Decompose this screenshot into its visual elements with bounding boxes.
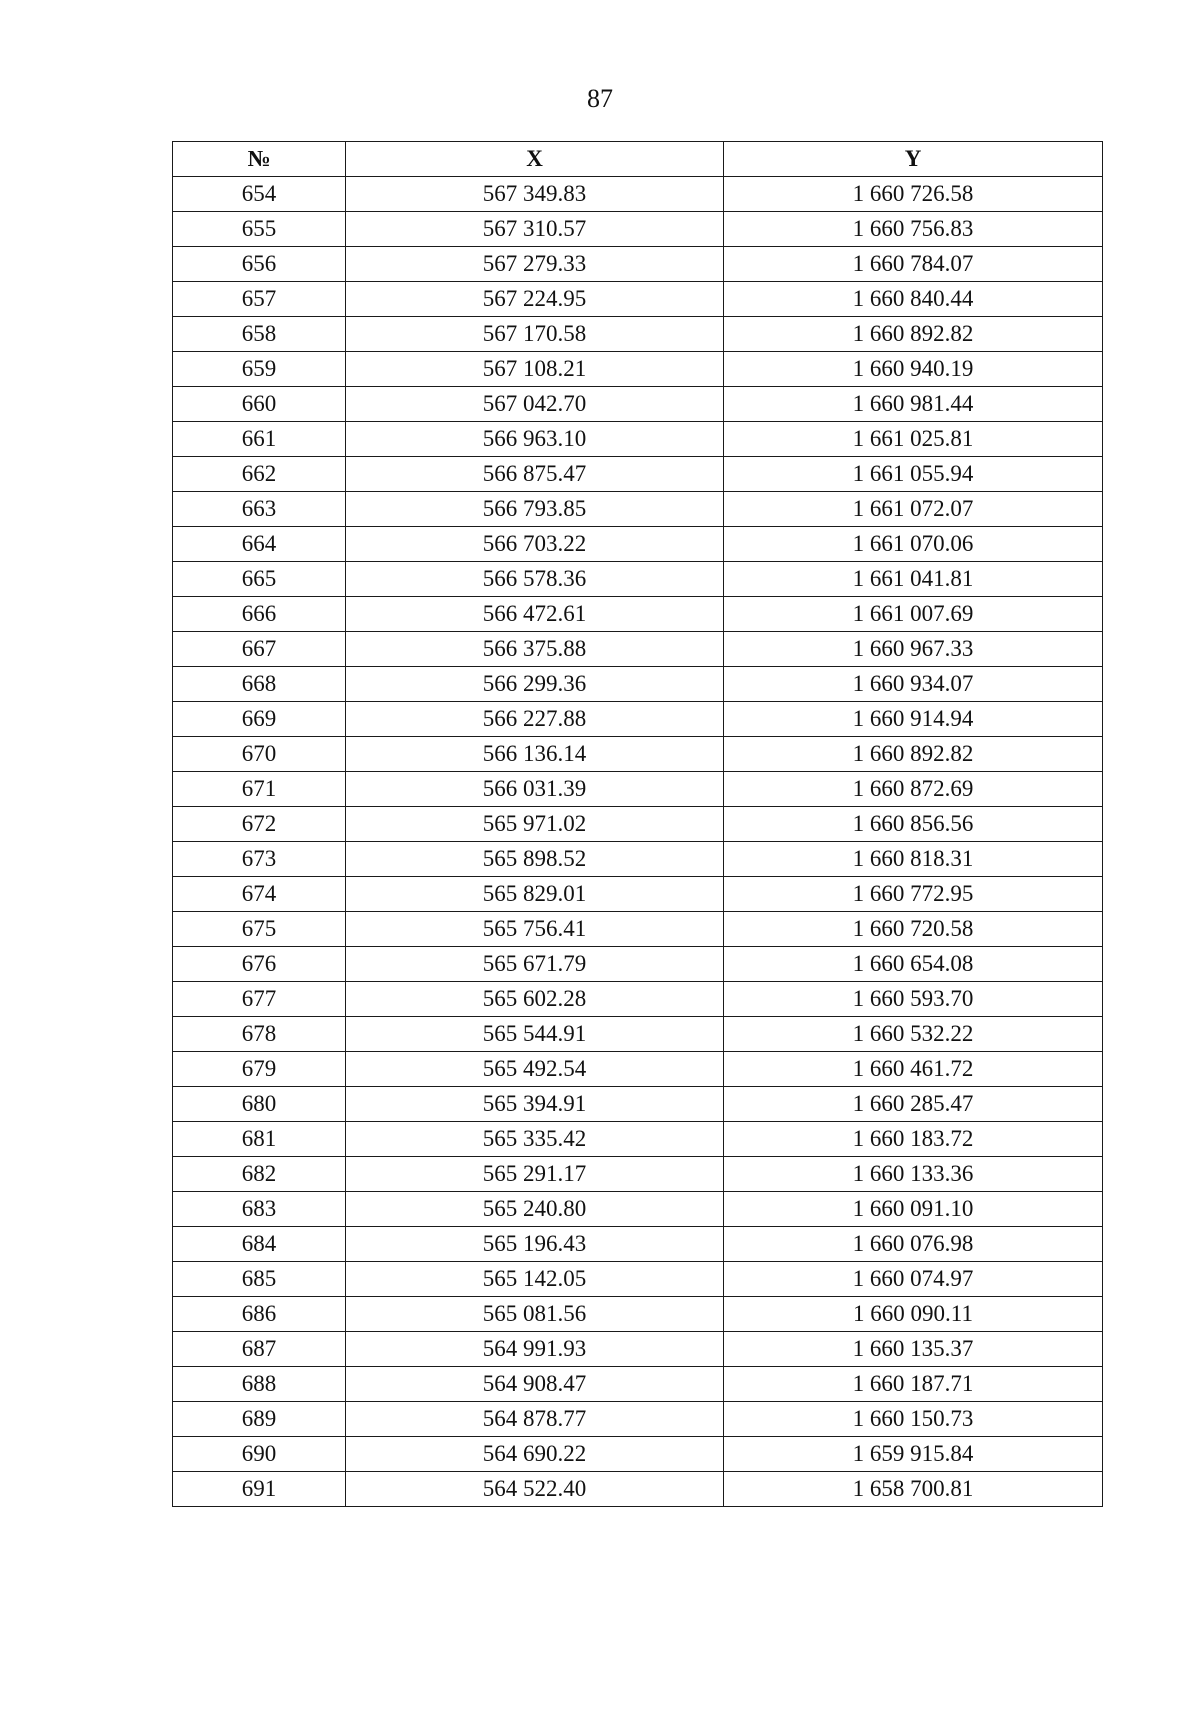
cell-number: 690	[173, 1437, 346, 1472]
cell-x: 565 898.52	[346, 842, 724, 877]
cell-x: 566 875.47	[346, 457, 724, 492]
cell-y: 1 660 532.22	[724, 1017, 1103, 1052]
table-row	[173, 1332, 1103, 1367]
cell-number: 673	[173, 842, 346, 877]
table-row	[173, 1227, 1103, 1262]
cell-number: 669	[173, 702, 346, 737]
cell-number: 660	[173, 387, 346, 422]
cell-y: 1 660 772.95	[724, 877, 1103, 912]
cell-x: 567 170.58	[346, 317, 724, 352]
cell-number: 686	[173, 1297, 346, 1332]
cell-y: 1 661 025.81	[724, 422, 1103, 457]
table-row	[173, 807, 1103, 842]
cell-x: 565 544.91	[346, 1017, 724, 1052]
cell-number: 688	[173, 1367, 346, 1402]
cell-y: 1 658 700.81	[724, 1472, 1103, 1507]
cell-y: 1 660 784.07	[724, 247, 1103, 282]
cell-number: 656	[173, 247, 346, 282]
cell-y: 1 660 840.44	[724, 282, 1103, 317]
table-row	[173, 1157, 1103, 1192]
cell-x: 565 142.05	[346, 1262, 724, 1297]
table-row	[173, 352, 1103, 387]
cell-x: 567 042.70	[346, 387, 724, 422]
table-header-row	[173, 142, 1103, 177]
cell-x: 566 299.36	[346, 667, 724, 702]
cell-x: 566 031.39	[346, 772, 724, 807]
cell-y: 1 660 892.82	[724, 317, 1103, 352]
table-row	[173, 492, 1103, 527]
table-row	[173, 947, 1103, 982]
cell-number: 666	[173, 597, 346, 632]
cell-number: 671	[173, 772, 346, 807]
cell-y: 1 660 187.71	[724, 1367, 1103, 1402]
cell-number: 662	[173, 457, 346, 492]
table-row	[173, 457, 1103, 492]
cell-x: 565 829.01	[346, 877, 724, 912]
cell-y: 1 660 726.58	[724, 177, 1103, 212]
cell-y: 1 660 818.31	[724, 842, 1103, 877]
cell-x: 567 279.33	[346, 247, 724, 282]
cell-y: 1 660 654.08	[724, 947, 1103, 982]
cell-x: 565 291.17	[346, 1157, 724, 1192]
cell-y: 1 660 856.56	[724, 807, 1103, 842]
cell-y: 1 660 183.72	[724, 1122, 1103, 1157]
cell-y: 1 660 285.47	[724, 1087, 1103, 1122]
coordinates-table	[172, 141, 1103, 1507]
cell-number: 677	[173, 982, 346, 1017]
cell-x: 565 394.91	[346, 1087, 724, 1122]
cell-x: 566 472.61	[346, 597, 724, 632]
table-row	[173, 1367, 1103, 1402]
cell-x: 565 671.79	[346, 947, 724, 982]
table-row	[173, 1087, 1103, 1122]
cell-x: 564 908.47	[346, 1367, 724, 1402]
cell-x: 565 081.56	[346, 1297, 724, 1332]
cell-x: 565 335.42	[346, 1122, 724, 1157]
cell-x: 566 578.36	[346, 562, 724, 597]
cell-number: 655	[173, 212, 346, 247]
cell-x: 565 756.41	[346, 912, 724, 947]
cell-number: 687	[173, 1332, 346, 1367]
table-row	[173, 317, 1103, 352]
table-row	[173, 177, 1103, 212]
cell-y: 1 660 091.10	[724, 1192, 1103, 1227]
cell-number: 678	[173, 1017, 346, 1052]
cell-x: 564 690.22	[346, 1437, 724, 1472]
table-row	[173, 877, 1103, 912]
table-body	[173, 177, 1103, 1507]
cell-x: 566 375.88	[346, 632, 724, 667]
table-row	[173, 282, 1103, 317]
cell-number: 661	[173, 422, 346, 457]
table-row	[173, 1437, 1103, 1472]
table-row	[173, 1472, 1103, 1507]
table-row	[173, 387, 1103, 422]
cell-y: 1 660 981.44	[724, 387, 1103, 422]
cell-y: 1 660 872.69	[724, 772, 1103, 807]
table-row	[173, 982, 1103, 1017]
cell-y: 1 661 041.81	[724, 562, 1103, 597]
table-row	[173, 772, 1103, 807]
cell-number: 681	[173, 1122, 346, 1157]
cell-number: 691	[173, 1472, 346, 1507]
cell-number: 659	[173, 352, 346, 387]
cell-number: 658	[173, 317, 346, 352]
cell-x: 566 703.22	[346, 527, 724, 562]
cell-y: 1 661 007.69	[724, 597, 1103, 632]
cell-y: 1 660 461.72	[724, 1052, 1103, 1087]
cell-number: 684	[173, 1227, 346, 1262]
cell-y: 1 661 072.07	[724, 492, 1103, 527]
cell-x: 564 878.77	[346, 1402, 724, 1437]
cell-x: 565 492.54	[346, 1052, 724, 1087]
cell-number: 654	[173, 177, 346, 212]
table-row	[173, 737, 1103, 772]
cell-y: 1 660 135.37	[724, 1332, 1103, 1367]
cell-x: 567 224.95	[346, 282, 724, 317]
table-row	[173, 422, 1103, 457]
cell-x: 565 602.28	[346, 982, 724, 1017]
cell-number: 657	[173, 282, 346, 317]
table-row	[173, 1122, 1103, 1157]
header-y: Y	[724, 142, 1103, 177]
cell-number: 689	[173, 1402, 346, 1437]
cell-y: 1 660 940.19	[724, 352, 1103, 387]
cell-y: 1 660 934.07	[724, 667, 1103, 702]
table-row	[173, 597, 1103, 632]
cell-x: 565 196.43	[346, 1227, 724, 1262]
cell-x: 566 793.85	[346, 492, 724, 527]
cell-x: 564 991.93	[346, 1332, 724, 1367]
cell-y: 1 661 055.94	[724, 457, 1103, 492]
table-row	[173, 527, 1103, 562]
table-row	[173, 1402, 1103, 1437]
cell-y: 1 660 090.11	[724, 1297, 1103, 1332]
table-row	[173, 667, 1103, 702]
table-row	[173, 842, 1103, 877]
cell-number: 672	[173, 807, 346, 842]
table-row	[173, 912, 1103, 947]
cell-number: 679	[173, 1052, 346, 1087]
table-row	[173, 1297, 1103, 1332]
cell-number: 676	[173, 947, 346, 982]
cell-y: 1 660 914.94	[724, 702, 1103, 737]
cell-x: 567 349.83	[346, 177, 724, 212]
cell-x: 567 108.21	[346, 352, 724, 387]
cell-y: 1 660 076.98	[724, 1227, 1103, 1262]
cell-number: 685	[173, 1262, 346, 1297]
cell-number: 682	[173, 1157, 346, 1192]
cell-number: 674	[173, 877, 346, 912]
cell-number: 675	[173, 912, 346, 947]
table-row	[173, 1192, 1103, 1227]
cell-number: 667	[173, 632, 346, 667]
cell-y: 1 659 915.84	[724, 1437, 1103, 1472]
cell-x: 565 971.02	[346, 807, 724, 842]
cell-x: 566 963.10	[346, 422, 724, 457]
table-row	[173, 562, 1103, 597]
cell-y: 1 660 720.58	[724, 912, 1103, 947]
cell-y: 1 660 756.83	[724, 212, 1103, 247]
cell-y: 1 660 150.73	[724, 1402, 1103, 1437]
header-number: №	[173, 142, 346, 177]
cell-x: 565 240.80	[346, 1192, 724, 1227]
cell-number: 680	[173, 1087, 346, 1122]
cell-x: 566 227.88	[346, 702, 724, 737]
cell-y: 1 661 070.06	[724, 527, 1103, 562]
cell-x: 564 522.40	[346, 1472, 724, 1507]
cell-y: 1 660 593.70	[724, 982, 1103, 1017]
cell-y: 1 660 133.36	[724, 1157, 1103, 1192]
table-row	[173, 247, 1103, 282]
cell-x: 566 136.14	[346, 737, 724, 772]
cell-x: 567 310.57	[346, 212, 724, 247]
table-row	[173, 1017, 1103, 1052]
table-row	[173, 1052, 1103, 1087]
cell-number: 670	[173, 737, 346, 772]
cell-number: 663	[173, 492, 346, 527]
cell-y: 1 660 892.82	[724, 737, 1103, 772]
table-row	[173, 1262, 1103, 1297]
cell-number: 665	[173, 562, 346, 597]
cell-number: 664	[173, 527, 346, 562]
cell-y: 1 660 074.97	[724, 1262, 1103, 1297]
cell-number: 683	[173, 1192, 346, 1227]
cell-number: 668	[173, 667, 346, 702]
page-number: 87	[587, 84, 613, 113]
cell-y: 1 660 967.33	[724, 632, 1103, 667]
table-row	[173, 212, 1103, 247]
table-row	[173, 702, 1103, 737]
header-x: X	[346, 142, 724, 177]
table-row	[173, 632, 1103, 667]
